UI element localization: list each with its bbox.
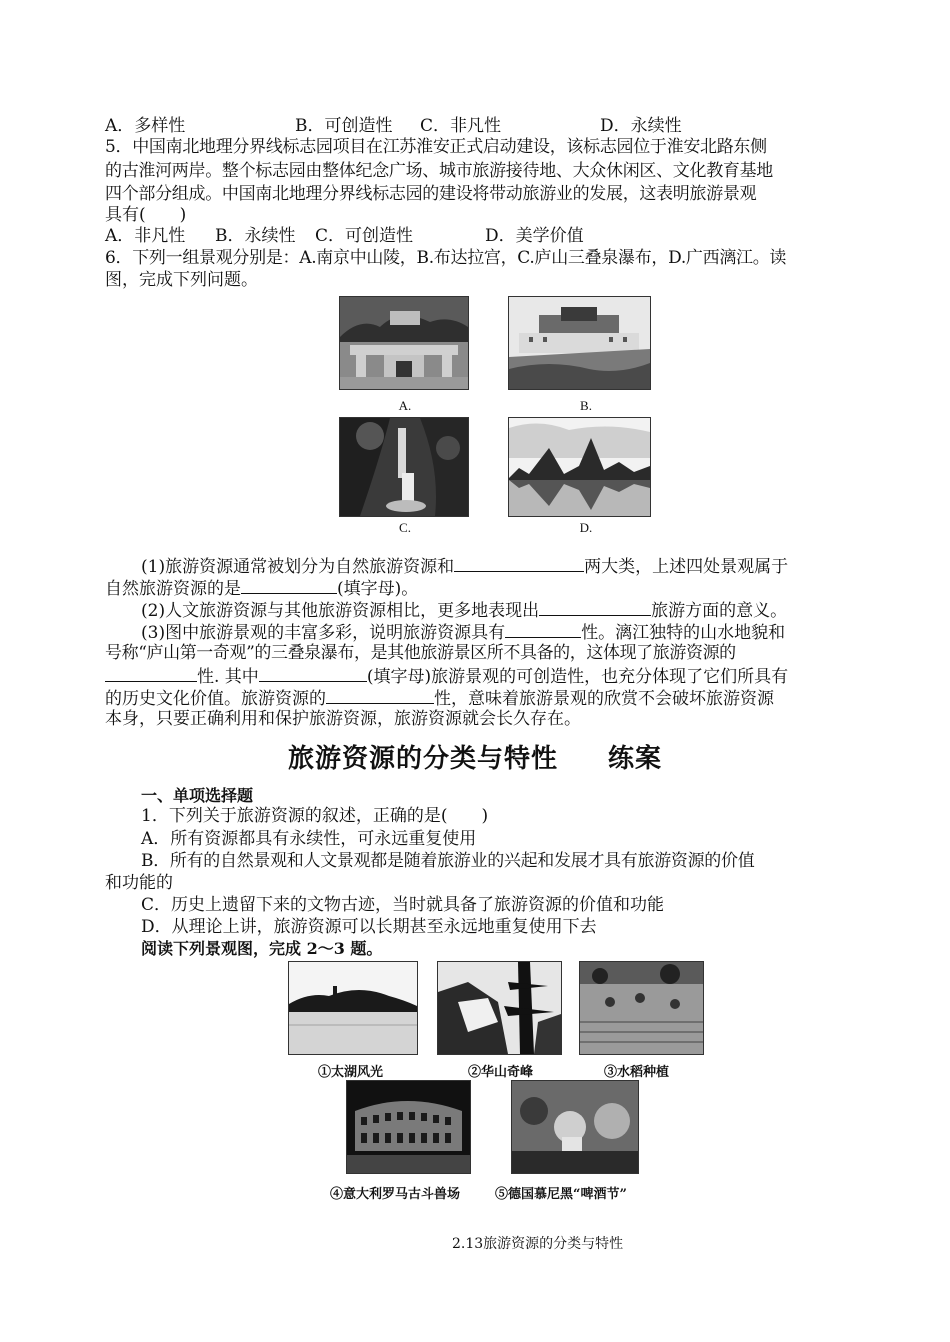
photo-b-potala-palace	[508, 296, 651, 390]
q1-option-b-cont: 和功能的	[105, 873, 173, 893]
photo-taihu	[288, 961, 418, 1055]
photo-caption-2: ②华山奇峰	[468, 1065, 534, 1080]
photo-d-lijiang-river	[508, 417, 651, 517]
q6-sub1-text: (1)旅游资源通常被划分为自然旅游资源和	[141, 557, 455, 577]
q1-option-b: B．所有的自然景观和人文景观都是随着旅游业的兴起和发展才具有旅游资源的价值	[141, 851, 755, 871]
q4-option-a: A．多样性	[105, 116, 186, 136]
q6-sub2-line	[141, 599, 851, 621]
title-main: 旅游资源的分类与特性	[287, 744, 558, 774]
q6-sub2-text-b: 旅游方面的意义。	[651, 601, 788, 621]
q1-option-c: C．历史上遗留下来的文物古迹，当时就具备了旅游资源的价值和功能	[141, 895, 665, 915]
answer-blank[interactable]	[505, 621, 581, 638]
title-sub: 练案	[608, 744, 663, 774]
photo-c-lushan-waterfall	[339, 417, 469, 517]
q6-sub3-line-1	[141, 621, 851, 643]
q6-sub3-line-5: 本身，只要正确利用和保护旅游资源，旅游资源就会长久存在。	[105, 709, 581, 729]
footer-text: 2.13旅游资源的分类与特性	[452, 1236, 624, 1252]
photo-a-zhongshan-mausoleum	[339, 296, 469, 390]
caption-d: D.	[579, 520, 593, 535]
q5-option-d: D．美学价值	[485, 226, 584, 246]
q5-option-c: C．可创造性	[315, 226, 414, 246]
photo-caption-4: ④意大利罗马古斗兽场	[330, 1187, 461, 1202]
caption-c: C.	[399, 520, 411, 535]
q5-line-2: 的古淮河两岸。整个标志园由整体纪念广场、城市旅游接待地、大众休闲区、文化教育基地	[105, 161, 773, 181]
q5-line-4: 具有( )	[105, 205, 187, 225]
answer-blank[interactable]	[539, 599, 651, 616]
q6-sub3-text-e: (填字母)旅游景观的可创造性，也充分体现了它们所具有	[366, 667, 789, 687]
photo-rice-planting	[579, 961, 704, 1055]
q6-sub1-line	[141, 555, 851, 577]
q6-sub3-line-2: 号称“庐山第一奇观”的三叠泉瀑布，是其他旅游景区所不具备的，这体现了旅游资源的	[105, 643, 736, 663]
answer-blank[interactable]	[454, 555, 584, 572]
section-heading: 一、单项选择题	[141, 786, 254, 805]
answer-blank[interactable]	[326, 687, 434, 704]
photo-colosseum	[346, 1080, 471, 1174]
photo-caption-3: ③水稻种植	[604, 1065, 670, 1080]
photo-huashan	[437, 961, 562, 1055]
q6-sub1-text-d: (填字母)。	[337, 579, 419, 599]
q4-option-b: B．可创造性	[295, 116, 393, 136]
photo-oktoberfest	[511, 1080, 639, 1174]
answer-blank[interactable]	[105, 665, 197, 682]
q6-sub2-text: (2)人文旅游资源与其他旅游资源相比，更多地表现出	[141, 601, 540, 621]
q6-sub3-text-f: 的历史文化价值。旅游资源的	[105, 689, 326, 709]
q6-line-2: 图，完成下列问题。	[105, 270, 258, 290]
q4-option-d: D．永续性	[600, 116, 682, 136]
q6-sub1-line-2	[105, 577, 850, 599]
q5-option-a: A．非凡性	[105, 226, 186, 246]
q6-sub3-text-g: 性，意味着旅游景观的欣赏不会破坏旅游资源	[434, 689, 774, 709]
q6-sub1-text-c: 自然旅游资源的是	[105, 579, 241, 599]
q6-sub3-text-b: 性。漓江独特的山水地貌和	[581, 623, 786, 643]
q1-option-d: D．从理论上讲，旅游资源可以长期甚至永远地重复使用下去	[141, 917, 597, 937]
q5-option-b: B．永续性	[215, 226, 296, 246]
q5-line-3: 四个部分组成。中国南北地理分界线标志园的建设将带动旅游业的发展，这表明旅游景观	[105, 184, 757, 204]
photo-caption-1: ①太湖风光	[318, 1065, 384, 1080]
q1-option-a: A．所有资源都具有永续性，可永远重复使用	[141, 829, 477, 849]
q6-sub3-text-a: (3)图中旅游景观的丰富多彩，说明旅游资源具有	[141, 623, 506, 643]
answer-blank[interactable]	[259, 665, 367, 682]
q5-line-1: 5．中国南北地理分界线标志园项目在江苏淮安正式启动建设，该标志园位于淮安北路东侧	[105, 137, 767, 157]
q1-stem: 1．下列关于旅游资源的叙述，正确的是( )	[141, 806, 489, 826]
q4-option-c: C．非凡性	[420, 116, 502, 136]
answer-blank[interactable]	[241, 577, 337, 594]
caption-b: B.	[580, 398, 592, 413]
caption-a: A.	[398, 398, 412, 413]
q6-sub3-line-4	[105, 687, 850, 709]
photo-caption-5: ⑤德国慕尼黑“啤酒节”	[495, 1187, 627, 1202]
page-title	[0, 738, 950, 775]
q6-line-1: 6．下列一组景观分别是：A.南京中山陵，B.布达拉宫，C.庐山三叠泉瀑布，D.广西漓江。读	[105, 248, 787, 268]
read-prompt: 阅读下列景观图，完成 2～3 题。	[141, 939, 383, 958]
q6-sub3-text-d: 性. 其中	[197, 667, 259, 687]
q6-sub3-line-3	[105, 665, 850, 687]
q6-sub1-text-b: 两大类，上述四处景观属于	[584, 557, 789, 577]
